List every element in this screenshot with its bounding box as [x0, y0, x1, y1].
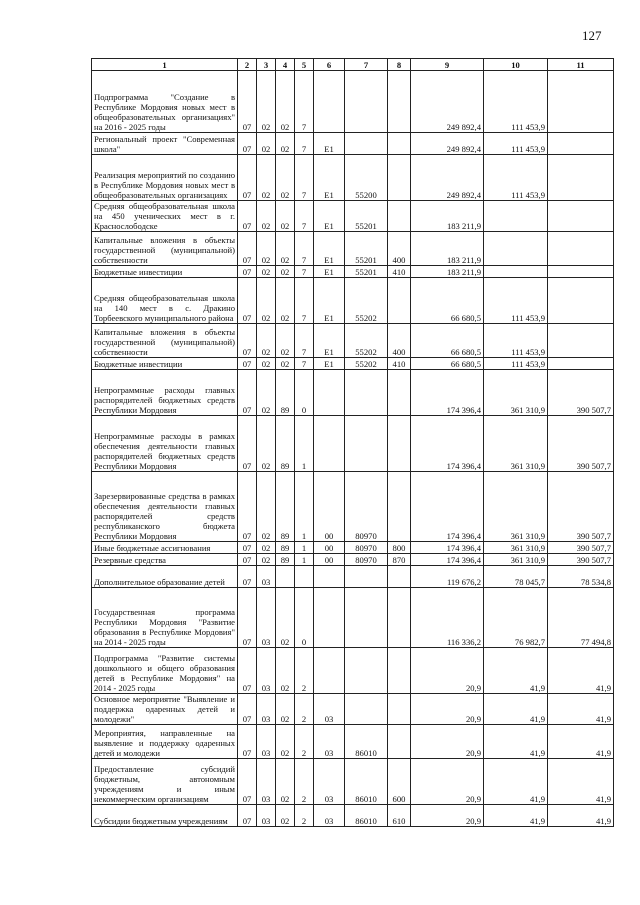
row-name-text: Капитальные вложения в объекты государственной (муниципальной) собственности: [94, 327, 235, 357]
row-name: [92, 155, 238, 201]
column-8-cell: [388, 648, 411, 694]
column-2-cell: 07: [238, 370, 257, 416]
column-10-cell: 41,9: [484, 648, 548, 694]
column-10-cell: 111 453,9: [484, 358, 548, 370]
table-row: [92, 155, 614, 201]
column-9-cell: 66 680,5: [411, 358, 484, 370]
column-header: 4: [276, 59, 295, 71]
column-6-cell: 00: [314, 554, 345, 566]
table-row: [92, 278, 614, 324]
column-3-cell: 02: [257, 266, 276, 278]
table-row: [92, 694, 614, 725]
column-6-cell: E1: [314, 324, 345, 358]
row-name: [92, 542, 238, 554]
column-6-cell: [314, 370, 345, 416]
row-name: [92, 201, 238, 232]
column-6-cell: E1: [314, 155, 345, 201]
column-6-cell: E1: [314, 133, 345, 155]
column-3-cell: 02: [257, 155, 276, 201]
row-name-text: Региональный проект "Современная школа": [94, 134, 235, 154]
column-9-cell: 20,9: [411, 805, 484, 827]
column-8-cell: [388, 416, 411, 472]
column-3-cell: 03: [257, 725, 276, 759]
column-7-cell: 55201: [345, 201, 388, 232]
column-7-cell: [345, 648, 388, 694]
column-11-cell: [548, 324, 614, 358]
column-7-cell: 55200: [345, 155, 388, 201]
column-5-cell: 1: [295, 542, 314, 554]
column-4-cell: 89: [276, 554, 295, 566]
column-6-cell: 03: [314, 805, 345, 827]
column-9-cell: 20,9: [411, 648, 484, 694]
column-10-cell: 111 453,9: [484, 133, 548, 155]
column-9-cell: 249 892,4: [411, 133, 484, 155]
row-name-text: Средняя общеобразовательная школа на 450 ученических мест в г. Краснослободске: [94, 201, 235, 231]
column-5-cell: 7: [295, 133, 314, 155]
column-10-cell: 41,9: [484, 805, 548, 827]
column-6-cell: 03: [314, 725, 345, 759]
row-name-text: Непрограммные расходы главных распорядителей бюджетных средств Республики Мордовия: [94, 385, 235, 415]
column-9-cell: 183 211,9: [411, 201, 484, 232]
row-name-text: Средняя общеобразовательная школа на 140 мест в с. Дракино Торбеевского муниципального района: [94, 293, 235, 323]
row-name-text: Реализация мероприятий по созданию в Республике Мордовия новых мест в общеобразовательных организациях: [94, 170, 235, 200]
column-6-cell: [314, 588, 345, 648]
column-header: 3: [257, 59, 276, 71]
column-11-cell: 390 507,7: [548, 542, 614, 554]
column-3-cell: 02: [257, 71, 276, 133]
row-name: [92, 694, 238, 725]
row-name-text: Иные бюджетные ассигнования: [94, 543, 211, 553]
table-row: [92, 805, 614, 827]
column-8-cell: [388, 566, 411, 588]
column-4-cell: 02: [276, 648, 295, 694]
column-2-cell: 07: [238, 588, 257, 648]
column-header: 1: [92, 59, 238, 71]
row-name-text: Дополнительное образование детей: [94, 577, 225, 587]
column-10-cell: 361 310,9: [484, 542, 548, 554]
column-7-cell: 55202: [345, 278, 388, 324]
column-10-cell: 41,9: [484, 725, 548, 759]
column-9-cell: 174 396,4: [411, 472, 484, 542]
column-8-cell: 400: [388, 232, 411, 266]
column-8-cell: 410: [388, 266, 411, 278]
column-6-cell: E1: [314, 232, 345, 266]
column-10-cell: 361 310,9: [484, 370, 548, 416]
column-6-cell: E1: [314, 278, 345, 324]
column-2-cell: 07: [238, 725, 257, 759]
column-3-cell: 03: [257, 648, 276, 694]
column-11-cell: 78 534,8: [548, 566, 614, 588]
row-name: [92, 554, 238, 566]
column-7-cell: [345, 71, 388, 133]
row-name-text: Бюджетные инвестиции: [94, 359, 183, 369]
row-name: [92, 588, 238, 648]
column-2-cell: 07: [238, 155, 257, 201]
column-6-cell: [314, 648, 345, 694]
column-7-cell: 86010: [345, 759, 388, 805]
column-5-cell: 7: [295, 232, 314, 266]
column-4-cell: 89: [276, 416, 295, 472]
row-name-text: Подпрограмма "Создание в Республике Мордовия новых мест в общеобразовательных организациях" на 2016 - 2025 годы: [94, 92, 235, 132]
column-2-cell: 07: [238, 71, 257, 133]
column-9-cell: 20,9: [411, 694, 484, 725]
column-6-cell: [314, 566, 345, 588]
column-7-cell: [345, 588, 388, 648]
column-11-cell: 41,9: [548, 648, 614, 694]
column-3-cell: 02: [257, 232, 276, 266]
row-name: [92, 566, 238, 588]
column-9-cell: 249 892,4: [411, 71, 484, 133]
row-name-text: Мероприятия, направленные на выявление и поддержку одаренных детей и молодежи: [94, 728, 235, 758]
column-10-cell: [484, 232, 548, 266]
column-8-cell: [388, 694, 411, 725]
column-11-cell: 390 507,7: [548, 370, 614, 416]
table-row: [92, 324, 614, 358]
column-10-cell: 111 453,9: [484, 324, 548, 358]
table-row: [92, 725, 614, 759]
column-9-cell: 249 892,4: [411, 155, 484, 201]
column-7-cell: [345, 133, 388, 155]
column-9-cell: 174 396,4: [411, 416, 484, 472]
table-row: [92, 358, 614, 370]
column-5-cell: 2: [295, 648, 314, 694]
column-8-cell: [388, 71, 411, 133]
column-8-cell: 870: [388, 554, 411, 566]
column-3-cell: 02: [257, 278, 276, 324]
column-5-cell: 2: [295, 694, 314, 725]
column-10-cell: [484, 266, 548, 278]
row-name: [92, 648, 238, 694]
column-4-cell: 02: [276, 266, 295, 278]
column-8-cell: [388, 133, 411, 155]
column-9-cell: 174 396,4: [411, 554, 484, 566]
column-7-cell: 80970: [345, 554, 388, 566]
column-6-cell: E1: [314, 358, 345, 370]
column-5-cell: 7: [295, 71, 314, 133]
column-header: 11: [548, 59, 614, 71]
column-3-cell: 02: [257, 472, 276, 542]
column-5-cell: 1: [295, 416, 314, 472]
column-7-cell: [345, 416, 388, 472]
column-header: 8: [388, 59, 411, 71]
column-2-cell: 07: [238, 694, 257, 725]
row-name: [92, 324, 238, 358]
column-4-cell: 02: [276, 324, 295, 358]
column-header: 5: [295, 59, 314, 71]
column-11-cell: 41,9: [548, 805, 614, 827]
table-row: [92, 542, 614, 554]
column-5-cell: 7: [295, 324, 314, 358]
column-3-cell: 03: [257, 805, 276, 827]
column-7-cell: 55202: [345, 324, 388, 358]
column-3-cell: 02: [257, 358, 276, 370]
row-name-text: Зарезервированные средства в рамках обеспечения деятельности главных распорядителей средств республиканского бюджета Республики Мордовия: [94, 491, 235, 541]
table-row: [92, 648, 614, 694]
column-3-cell: 02: [257, 133, 276, 155]
row-name-text: Непрограммные расходы в рамках обеспечения деятельности главных распорядителей бюджетных средств Республики Мордовия: [94, 431, 235, 471]
column-8-cell: [388, 472, 411, 542]
column-header: 7: [345, 59, 388, 71]
column-5-cell: 7: [295, 155, 314, 201]
column-6-cell: [314, 71, 345, 133]
column-header: 2: [238, 59, 257, 71]
column-5-cell: 1: [295, 554, 314, 566]
column-7-cell: 80970: [345, 472, 388, 542]
column-11-cell: [548, 155, 614, 201]
column-10-cell: 41,9: [484, 759, 548, 805]
row-name-text: Предоставление субсидий бюджетным, автономным учреждениям и иным некоммерческим организациям: [94, 764, 235, 804]
column-5-cell: 7: [295, 358, 314, 370]
column-2-cell: 07: [238, 805, 257, 827]
column-6-cell: [314, 416, 345, 472]
row-name: [92, 358, 238, 370]
row-name-text: Капитальные вложения в объекты государственной (муниципальной) собственности: [94, 235, 235, 265]
row-name: [92, 266, 238, 278]
column-8-cell: 400: [388, 324, 411, 358]
column-5-cell: [295, 566, 314, 588]
column-4-cell: 02: [276, 201, 295, 232]
column-10-cell: 361 310,9: [484, 416, 548, 472]
column-10-cell: 361 310,9: [484, 554, 548, 566]
column-2-cell: 07: [238, 201, 257, 232]
column-8-cell: [388, 370, 411, 416]
row-name-text: Резервные средства: [94, 555, 166, 565]
column-2-cell: 07: [238, 566, 257, 588]
table-row: [92, 416, 614, 472]
column-9-cell: 20,9: [411, 725, 484, 759]
column-7-cell: 55201: [345, 232, 388, 266]
column-5-cell: 0: [295, 588, 314, 648]
column-10-cell: 361 310,9: [484, 472, 548, 542]
column-11-cell: [548, 266, 614, 278]
column-5-cell: 7: [295, 201, 314, 232]
column-7-cell: 55201: [345, 266, 388, 278]
column-11-cell: 390 507,7: [548, 416, 614, 472]
column-9-cell: 174 396,4: [411, 370, 484, 416]
table-row: [92, 370, 614, 416]
column-9-cell: 119 676,2: [411, 566, 484, 588]
table-row: [92, 232, 614, 266]
column-2-cell: 07: [238, 648, 257, 694]
budget-table: [91, 58, 614, 827]
column-8-cell: [388, 278, 411, 324]
column-7-cell: 86010: [345, 725, 388, 759]
column-2-cell: 07: [238, 358, 257, 370]
column-2-cell: 07: [238, 472, 257, 542]
column-3-cell: 03: [257, 566, 276, 588]
row-name: [92, 370, 238, 416]
table-row: [92, 554, 614, 566]
row-name: [92, 71, 238, 133]
column-4-cell: 02: [276, 358, 295, 370]
column-4-cell: [276, 566, 295, 588]
column-4-cell: 02: [276, 71, 295, 133]
column-7-cell: 55202: [345, 358, 388, 370]
row-name: [92, 805, 238, 827]
column-3-cell: 03: [257, 759, 276, 805]
column-8-cell: [388, 588, 411, 648]
column-10-cell: [484, 201, 548, 232]
column-4-cell: 02: [276, 278, 295, 324]
row-name-text: Бюджетные инвестиции: [94, 267, 183, 277]
column-8-cell: 610: [388, 805, 411, 827]
column-6-cell: 00: [314, 472, 345, 542]
column-header: 9: [411, 59, 484, 71]
table-row: [92, 759, 614, 805]
column-4-cell: 02: [276, 588, 295, 648]
column-2-cell: 07: [238, 542, 257, 554]
column-11-cell: [548, 278, 614, 324]
column-3-cell: 02: [257, 370, 276, 416]
column-8-cell: 410: [388, 358, 411, 370]
column-11-cell: 41,9: [548, 759, 614, 805]
row-name: [92, 725, 238, 759]
column-10-cell: 78 045,7: [484, 566, 548, 588]
column-9-cell: 116 336,2: [411, 588, 484, 648]
column-8-cell: 600: [388, 759, 411, 805]
column-5-cell: 2: [295, 759, 314, 805]
table-row: [92, 472, 614, 542]
column-9-cell: 183 211,9: [411, 266, 484, 278]
column-8-cell: 800: [388, 542, 411, 554]
row-name: [92, 232, 238, 266]
column-3-cell: 02: [257, 201, 276, 232]
column-3-cell: 03: [257, 694, 276, 725]
column-11-cell: 41,9: [548, 694, 614, 725]
column-4-cell: 02: [276, 155, 295, 201]
column-header: 6: [314, 59, 345, 71]
table-row: [92, 588, 614, 648]
column-9-cell: 66 680,5: [411, 324, 484, 358]
row-name-text: Государственная программа Республики Мордовия "Развитие образования в Республике Мордовия" на 2014 - 2025 годы: [94, 607, 235, 647]
row-name-text: Подпрограмма "Развитие системы дошкольного и общего образования детей в Республике Мордовия" на 2014 - 2025 годы: [94, 653, 235, 693]
column-8-cell: [388, 201, 411, 232]
column-11-cell: [548, 201, 614, 232]
column-2-cell: 07: [238, 759, 257, 805]
table-row: [92, 71, 614, 133]
column-5-cell: 7: [295, 278, 314, 324]
row-name-text: Субсидии бюджетным учреждениям: [94, 816, 228, 826]
column-10-cell: 111 453,9: [484, 155, 548, 201]
column-4-cell: 02: [276, 694, 295, 725]
column-8-cell: [388, 725, 411, 759]
page-number: 127: [582, 28, 602, 43]
table-row: [92, 201, 614, 232]
column-11-cell: 390 507,7: [548, 554, 614, 566]
row-name: [92, 278, 238, 324]
column-4-cell: 89: [276, 472, 295, 542]
column-2-cell: 07: [238, 266, 257, 278]
table-row: [92, 133, 614, 155]
column-7-cell: 80970: [345, 542, 388, 554]
column-4-cell: 02: [276, 805, 295, 827]
column-6-cell: E1: [314, 266, 345, 278]
table-row: [92, 566, 614, 588]
column-4-cell: 02: [276, 759, 295, 805]
column-3-cell: 02: [257, 324, 276, 358]
column-4-cell: 02: [276, 232, 295, 266]
column-10-cell: 111 453,9: [484, 71, 548, 133]
column-3-cell: 02: [257, 554, 276, 566]
column-header: 10: [484, 59, 548, 71]
column-10-cell: 41,9: [484, 694, 548, 725]
column-4-cell: 89: [276, 542, 295, 554]
column-8-cell: [388, 155, 411, 201]
column-9-cell: 174 396,4: [411, 542, 484, 554]
column-4-cell: 02: [276, 725, 295, 759]
column-10-cell: 111 453,9: [484, 278, 548, 324]
column-2-cell: 07: [238, 278, 257, 324]
column-6-cell: 03: [314, 694, 345, 725]
column-2-cell: 07: [238, 324, 257, 358]
row-name: [92, 759, 238, 805]
column-9-cell: 20,9: [411, 759, 484, 805]
column-6-cell: 03: [314, 759, 345, 805]
column-11-cell: [548, 358, 614, 370]
table-row: [92, 266, 614, 278]
column-11-cell: 390 507,7: [548, 472, 614, 542]
column-4-cell: 02: [276, 133, 295, 155]
column-3-cell: 03: [257, 588, 276, 648]
row-name: [92, 133, 238, 155]
column-2-cell: 07: [238, 232, 257, 266]
column-5-cell: 2: [295, 805, 314, 827]
column-5-cell: 0: [295, 370, 314, 416]
column-11-cell: 41,9: [548, 725, 614, 759]
row-name: [92, 416, 238, 472]
column-6-cell: 00: [314, 542, 345, 554]
column-11-cell: [548, 232, 614, 266]
row-name-text: Основное мероприятие "Выявление и поддержка одаренных детей и молодежи": [94, 694, 235, 724]
column-6-cell: E1: [314, 201, 345, 232]
column-7-cell: [345, 370, 388, 416]
column-7-cell: [345, 566, 388, 588]
column-9-cell: 183 211,9: [411, 232, 484, 266]
column-3-cell: 02: [257, 416, 276, 472]
column-7-cell: [345, 694, 388, 725]
column-11-cell: [548, 133, 614, 155]
table-body: [92, 71, 614, 827]
column-2-cell: 07: [238, 416, 257, 472]
column-3-cell: 02: [257, 542, 276, 554]
column-2-cell: 07: [238, 133, 257, 155]
column-11-cell: 77 494,8: [548, 588, 614, 648]
column-9-cell: 66 680,5: [411, 278, 484, 324]
column-4-cell: 89: [276, 370, 295, 416]
column-2-cell: 07: [238, 554, 257, 566]
column-5-cell: 7: [295, 266, 314, 278]
column-10-cell: 76 982,7: [484, 588, 548, 648]
column-11-cell: [548, 71, 614, 133]
column-5-cell: 1: [295, 472, 314, 542]
row-name: [92, 472, 238, 542]
column-5-cell: 2: [295, 725, 314, 759]
column-7-cell: 86010: [345, 805, 388, 827]
table-header-row: [92, 59, 614, 71]
